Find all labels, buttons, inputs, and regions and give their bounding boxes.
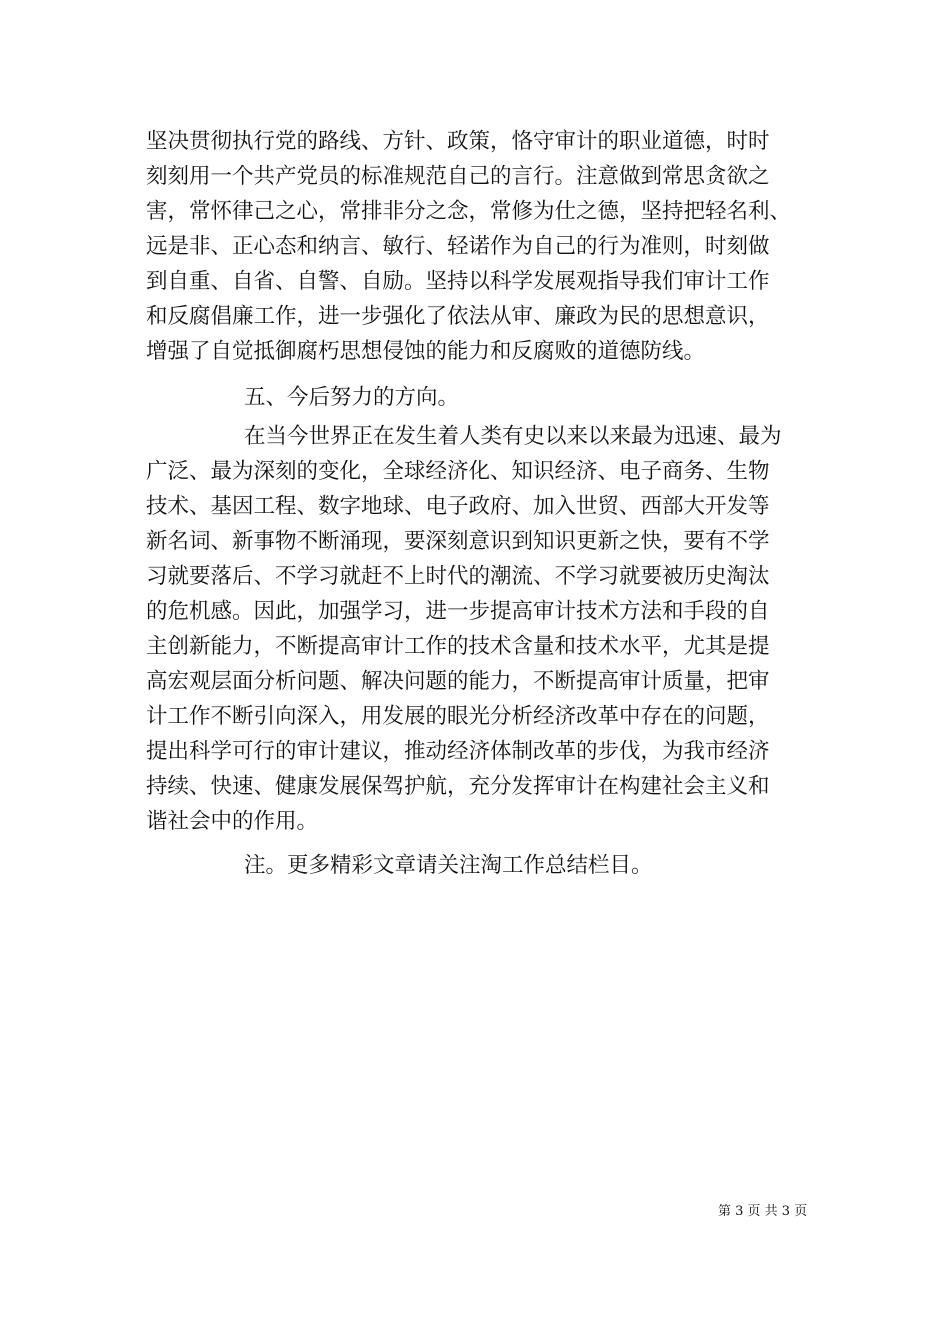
text-line: 害，常怀律己之心，常排非分之念，常修为仕之德，坚持把轻名利、 [146, 199, 792, 224]
text-line: 广泛、最为深刻的变化，全球经济化、知识经济、电子商务、生物 [146, 459, 770, 484]
text-line: 刻刻用一个共产党员的标准规范自己的言行。注意做到常思贪欲之 [146, 164, 770, 189]
text-line: 增强了自觉抵御腐朽思想侵蚀的能力和反腐败的道德防线。 [146, 339, 706, 364]
text-line: 计工作不断引向深入，用发展的眼光分析经济改革中存在的问题， [146, 704, 770, 729]
text-line: 在当今世界正在发生着人类有史以来以来最为迅速、最为 [244, 424, 782, 449]
page-number: 第 3 页 共 3 页 [718, 1204, 808, 1219]
section-heading: 五、今后努力的方向。 [244, 385, 460, 410]
text-line: 技术、基因工程、数字地球、电子政府、加入世贸、西部大开发等 [146, 494, 770, 519]
text-line: 新名词、新事物不断涌现，要深刻意识到知识更新之快，要有不学 [146, 529, 770, 554]
text-line: 谐社会中的作用。 [146, 809, 319, 834]
text-line: 坚决贯彻执行党的路线、方针、政策，恪守审计的职业道德，时时 [146, 129, 770, 154]
text-line: 的危机感。因此，加强学习，进一步提高审计技术方法和手段的自 [146, 599, 770, 624]
text-line: 高宏观层面分析问题、解决问题的能力，不断提高审计质量，把审 [146, 669, 770, 694]
text-line: 提出科学可行的审计建议，推动经济体制改革的步伐，为我市经济 [146, 739, 770, 764]
text-line: 到自重、自省、自警、自励。坚持以科学发展观指导我们审计工作 [146, 269, 770, 294]
note-line: 注。更多精彩文章请关注淘工作总结栏目。 [244, 853, 653, 878]
text-line: 和反腐倡廉工作，进一步强化了依法从审、廉政为民的思想意识， [146, 304, 770, 329]
text-line: 主创新能力，不断提高审计工作的技术含量和技术水平，尤其是提 [146, 634, 770, 659]
text-line: 持续、快速、健康发展保驾护航，充分发挥审计在构建社会主义和 [146, 774, 770, 799]
text-line: 远是非、正心态和纳言、敏行、轻诺作为自己的行为准则，时刻做 [146, 234, 770, 259]
text-line: 习就要落后、不学习就赶不上时代的潮流、不学习就要被历史淘汰 [146, 564, 770, 589]
